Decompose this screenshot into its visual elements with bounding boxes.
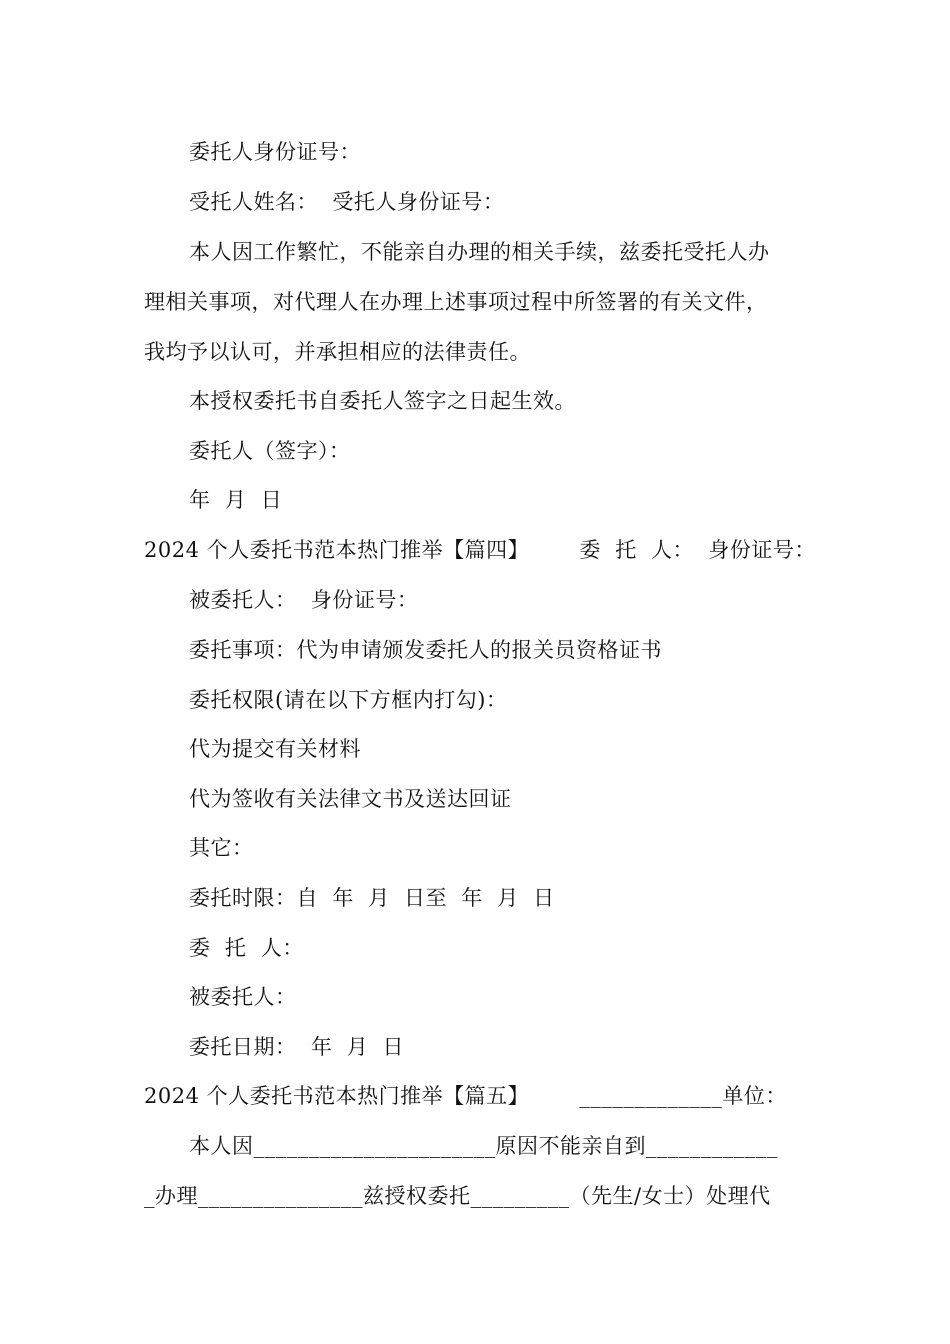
text-line: 代为提交有关材料: [189, 737, 361, 761]
text-line: 被委托人：: [189, 985, 297, 1009]
text-line: 被委托人： 身份证号：: [189, 588, 419, 612]
section-heading: 2024 个人委托书范本热门推举【篇四】 委 托 人： 身份证号：: [144, 538, 816, 562]
text-line: 本人因工作繁忙，不能亲自办理的相关手续，兹委托受托人办: [189, 240, 770, 264]
text-line: 其它：: [189, 836, 254, 860]
text-line: 年 月 日: [189, 488, 283, 512]
text-line: 委托时限：自 年 月 日至 年 月 日: [189, 886, 555, 910]
text-line: 我均予以认可，并承担相应的法律责任。: [144, 340, 531, 364]
text-line: 委 托 人：: [189, 936, 304, 960]
text-line: 委托日期： 年 月 日: [189, 1035, 405, 1059]
text-line: 受托人姓名： 受托人身份证号：: [189, 190, 505, 214]
text-line: _办理_______________兹授权委托_________（先生/女士）处理代: [144, 1184, 771, 1208]
text-line: 委托人身份证号：: [189, 140, 361, 164]
text-line: 理相关事项，对代理人在办理上述事项过程中所签署的有关文件，: [144, 290, 768, 314]
text-line: 委托事项：代为申请颁发委托人的报关员资格证书: [189, 638, 662, 662]
text-line: 本人因______________________原因不能亲自到____________: [189, 1134, 778, 1158]
text-line: 本授权委托书自委托人签字之日起生效。: [189, 389, 576, 413]
text-line: 委托人（签字）：: [189, 439, 351, 463]
section-heading: 2024 个人委托书范本热门推举【篇五】 _____________单位：: [144, 1084, 787, 1108]
text-line: 代为签收有关法律文书及送达回证: [189, 787, 512, 811]
text-line: 委托权限(请在以下方框内打勾)：: [189, 688, 508, 712]
